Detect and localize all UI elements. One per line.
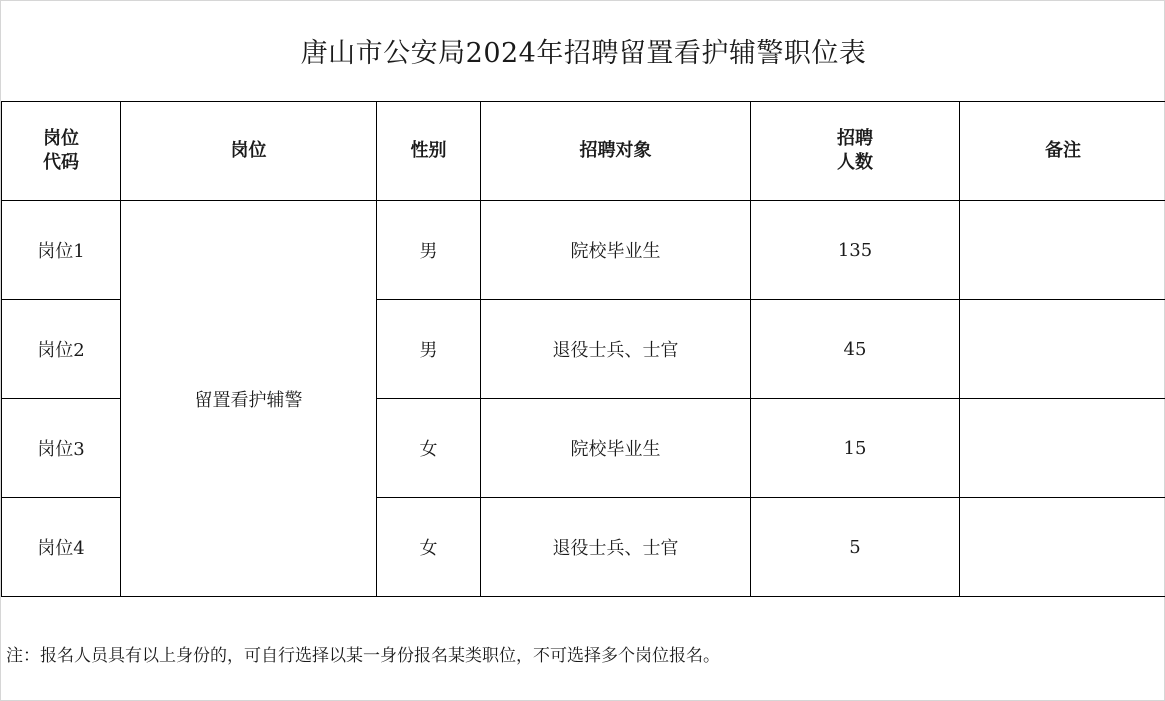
cell-code: 岗位3	[2, 399, 121, 498]
cell-target: 院校毕业生	[481, 399, 751, 498]
cell-remark	[960, 201, 1165, 300]
header-position: 岗位	[121, 102, 377, 201]
cell-count: 5	[751, 498, 960, 597]
cell-target: 退役士兵、士官	[481, 498, 751, 597]
cell-gender: 男	[377, 201, 481, 300]
table-row	[2, 201, 1165, 300]
header-count	[751, 102, 960, 201]
header-count-line-1: 招聘	[837, 127, 873, 149]
cell-position-merged: 留置看护辅警	[121, 201, 377, 597]
cell-code: 岗位1	[2, 201, 121, 300]
cell-code: 岗位2	[2, 300, 121, 399]
cell-count: 135	[751, 201, 960, 300]
cell-remark	[960, 399, 1165, 498]
cell-code: 岗位4	[2, 498, 121, 597]
header-remark: 备注	[960, 102, 1165, 201]
header-code-line-2: 代码	[43, 152, 79, 173]
table-header-row	[2, 102, 1165, 201]
header-code	[2, 102, 121, 201]
footnote: 注：报名人员具有以上身份的，可自行选择以某一身份报名某类职位，不可选择多个岗位报名。	[6, 646, 720, 666]
cell-gender: 男	[377, 300, 481, 399]
cell-gender: 女	[377, 399, 481, 498]
cell-target: 退役士兵、士官	[481, 300, 751, 399]
cell-remark	[960, 498, 1165, 597]
cell-count: 15	[751, 399, 960, 498]
header-target: 招聘对象	[481, 102, 751, 201]
header-gender: 性别	[377, 102, 481, 201]
cell-target: 院校毕业生	[481, 201, 751, 300]
cell-remark	[960, 300, 1165, 399]
cell-gender: 女	[377, 498, 481, 597]
cell-count: 45	[751, 300, 960, 399]
job-table	[1, 101, 1165, 597]
page-title: 唐山市公安局2024年招聘留置看护辅警职位表	[300, 38, 867, 69]
header-code-line-1: 岗位	[43, 127, 79, 149]
header-count-line-2: 人数	[837, 152, 873, 173]
